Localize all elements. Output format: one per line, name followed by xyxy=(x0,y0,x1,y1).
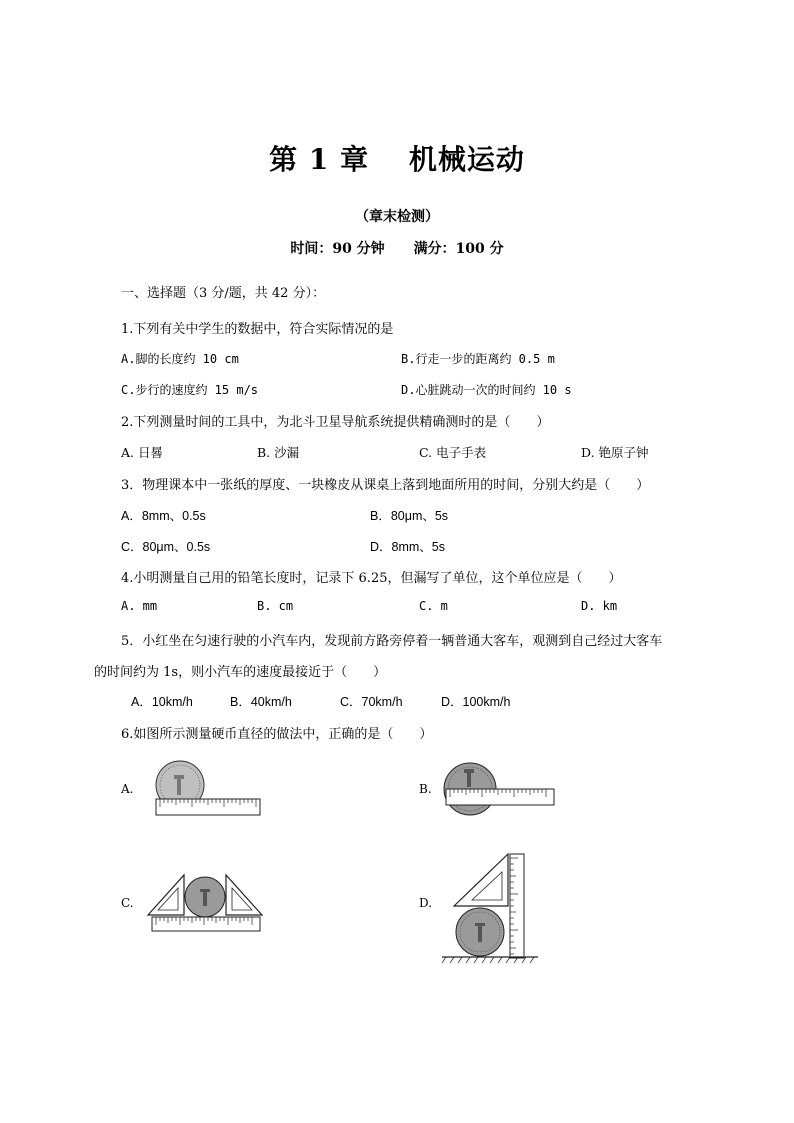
question-1-stem: 1.下列有关中学生的数据中，符合实际情况的是 xyxy=(121,322,394,337)
section-heading: 一、选择题（3 分/题，共 42 分）： xyxy=(121,286,326,301)
question-3-option-a: A．8mm、0.5s xyxy=(121,509,206,523)
question-3-option-b: B．80μm、5s xyxy=(370,509,449,523)
question-5-option-c: C．70km/h xyxy=(340,695,403,709)
question-4-option-d: D. km xyxy=(581,599,618,613)
figure-label-d: D. xyxy=(419,896,433,910)
exam-time: 时间：90 分钟 xyxy=(290,241,385,257)
figure-a-coin-on-ruler xyxy=(150,757,270,827)
question-5-stem-line2: 的时间约为 1s，则小汽车的速度最接近于（ ） xyxy=(94,665,387,680)
question-5-option-d: D．100km/h xyxy=(441,695,511,709)
figure-label-c: C. xyxy=(121,896,134,910)
figure-label-b: B. xyxy=(419,782,432,796)
figure-c-triangles-coin xyxy=(144,863,270,941)
figure-d-vertical-ruler xyxy=(440,848,540,972)
question-4-option-b: B. cm xyxy=(257,599,294,613)
question-1-option-d: D.心脏跳动一次的时间约 10 s xyxy=(401,383,572,397)
exam-score: 满分：100 分 xyxy=(413,241,504,257)
question-3-option-d: D．8mm、5s xyxy=(370,540,446,554)
question-2-option-b: B. 沙漏 xyxy=(257,445,300,460)
question-4-stem: 4.小明测量自己用的铅笔长度时，记录下 6.25，但漏写了单位，这个单位应是（ ） xyxy=(121,571,622,586)
question-6-stem: 6.如图所示测量硬币直径的做法中，正确的是（ ） xyxy=(121,727,433,742)
question-1-option-a: A.脚的长度约 10 cm xyxy=(121,352,239,366)
page-subtitle: （章末检测） xyxy=(355,209,439,225)
question-5-option-b: B．40km/h xyxy=(230,695,292,709)
figure-label-a: A. xyxy=(121,782,134,796)
question-2-option-c: C. 电子手表 xyxy=(419,445,487,460)
exam-info xyxy=(0,238,794,258)
question-3-option-c: C．80μm、0.5s xyxy=(121,540,211,554)
question-2-option-d: D. 铯原子钟 xyxy=(581,445,649,460)
page-title: 第 1 章 机械运动 xyxy=(269,143,525,176)
figure-b-ruler-on-coin xyxy=(440,757,560,827)
question-2-stem: 2.下列测量时间的工具中，为北斗卫星导航系统提供精确测时的是（ ） xyxy=(121,415,550,430)
question-5-stem-line1: 5．小红坐在匀速行驶的小汽车内，发现前方路旁停着一辆普通大客车，观测到自己经过大客车 xyxy=(121,634,663,649)
question-3-stem: 3．物理课本中一张纸的厚度、一块橡皮从课桌上落到地面所用的时间，分别大约是（ ） xyxy=(121,478,650,493)
question-5-option-a: A．10km/h xyxy=(131,695,193,709)
question-2-option-a: A. 日晷 xyxy=(121,445,163,460)
question-1-option-c: C.步行的速度约 15 m/s xyxy=(121,383,259,397)
question-4-option-a: A. mm xyxy=(121,599,158,613)
question-4-option-c: C. m xyxy=(419,599,448,613)
question-1-option-b: B.行走一步的距离约 0.5 m xyxy=(401,352,555,366)
